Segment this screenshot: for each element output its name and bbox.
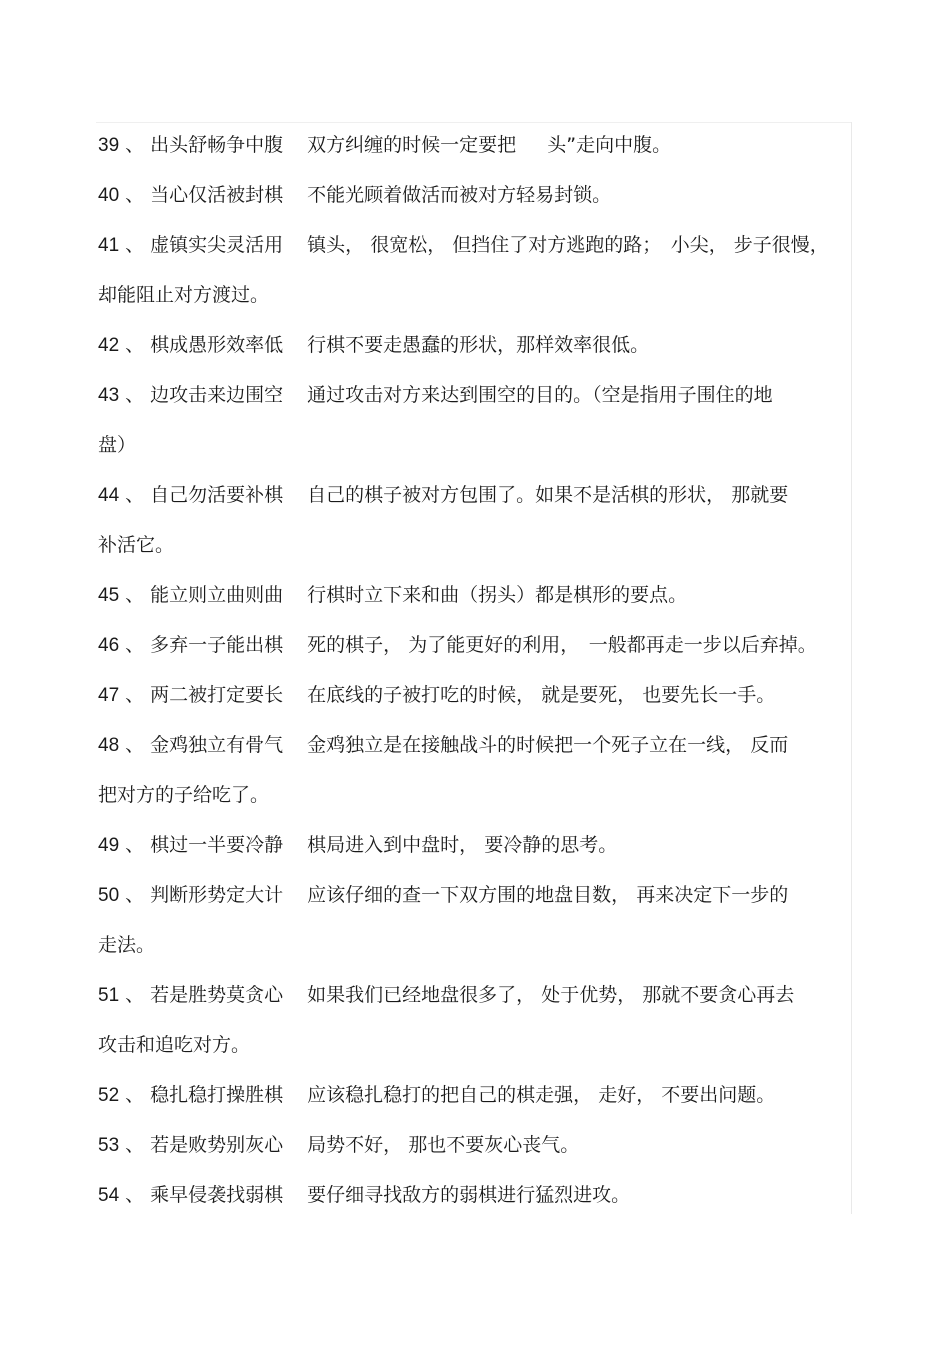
proverb-title: 棋成愚形效率低: [150, 334, 284, 356]
item-separator: 、: [125, 634, 145, 656]
proverb-description: 应该稳扎稳打的把自己的棋走强， 走好， 不要出问题。: [307, 1084, 776, 1106]
item-number: 52: [98, 1085, 120, 1106]
list-item: [98, 320, 834, 370]
proverb-description: 如果我们已经地盘很多了， 处于优势， 那就不要贪心再去: [307, 984, 795, 1006]
item-number: 42: [98, 335, 120, 356]
item-number: 51: [98, 985, 120, 1006]
page-border-right: [851, 122, 852, 1214]
proverb-description: 双方纠缠的时候一定要把 头”走向中腹。: [307, 134, 672, 156]
item-separator: 、: [125, 984, 145, 1006]
proverb-description: 棋局进入到中盘时， 要冷静的思考。: [307, 834, 618, 856]
proverb-description: 通过攻击对方来达到围空的目的。（空是指用子围住的地: [307, 384, 773, 406]
proverb-title: 棋过一半要冷静: [150, 834, 284, 856]
item-separator: 、: [125, 384, 145, 406]
proverb-title: 能立则立曲则曲: [150, 584, 284, 606]
proverb-title: 若是败势别灰心: [150, 1134, 284, 1156]
proverb-description: 死的棋子， 为了能更好的利用， 一般都再走一步以后弃掉。: [307, 634, 817, 656]
item-number: 45: [98, 585, 120, 606]
proverb-title: 边攻击来边围空: [150, 384, 284, 406]
proverb-title: 多弃一子能出棋: [150, 634, 284, 656]
item-separator: 、: [125, 184, 145, 206]
list-item: [98, 820, 834, 870]
proverb-description: 要仔细寻找敌方的弱棋进行猛烈进攻。: [307, 1184, 631, 1206]
proverb-description: 行棋不要走愚蠢的形状，那样效率很低。: [307, 334, 650, 356]
item-separator: 、: [125, 884, 145, 906]
proverb-description: 自己的棋子被对方包围了。如果不是活棋的形状， 那就要: [307, 484, 789, 506]
item-separator: 、: [125, 1184, 145, 1206]
proverb-title: 当心仅活被封棋: [150, 184, 284, 206]
proverb-description: 镇头， 很宽松， 但挡住了对方逃跑的路； 小尖， 步子很慢，: [307, 234, 829, 256]
proverb-description-continued: 补活它。: [98, 534, 175, 556]
list-item: [98, 170, 834, 220]
item-number: 53: [98, 1135, 120, 1156]
proverb-description-continued: 盘）: [98, 434, 137, 456]
list-item: [98, 870, 834, 920]
list-item: [98, 370, 834, 420]
item-separator: 、: [125, 1084, 145, 1106]
proverb-description-continued: 把对方的子给吃了。: [98, 784, 270, 806]
proverb-description: 金鸡独立是在接触战斗的时候把一个死子立在一线， 反而: [307, 734, 789, 756]
list-item: [98, 470, 834, 520]
item-separator: 、: [125, 134, 145, 156]
proverb-title: 判断形势定大计: [150, 884, 284, 906]
proverb-title: 若是胜势莫贪心: [150, 984, 284, 1006]
proverb-title: 虚镇实尖灵活用: [150, 234, 284, 256]
item-number: 40: [98, 185, 120, 206]
item-number: 43: [98, 385, 120, 406]
proverb-title: 出头舒畅争中腹: [150, 134, 284, 156]
item-number: 47: [98, 685, 120, 706]
item-separator: 、: [125, 484, 145, 506]
list-item: [98, 220, 834, 270]
item-separator: 、: [125, 834, 145, 856]
item-separator: 、: [125, 1134, 145, 1156]
item-separator: 、: [125, 334, 145, 356]
list-item: [98, 570, 834, 620]
item-number: 48: [98, 735, 120, 756]
item-separator: 、: [125, 584, 145, 606]
proverb-description: 局势不好， 那也不要灰心丧气。: [307, 1134, 580, 1156]
list-item: [98, 670, 834, 720]
proverb-description: 应该仔细的查一下双方围的地盘目数， 再来决定下一步的: [307, 884, 789, 906]
proverb-description-continued: 却能阻止对方渡过。: [98, 284, 270, 306]
item-number: 49: [98, 835, 120, 856]
item-separator: 、: [125, 734, 145, 756]
list-item: [98, 1170, 834, 1220]
item-number: 44: [98, 485, 120, 506]
proverb-description: 行棋时立下来和曲（拐头）都是棋形的要点。: [307, 584, 688, 606]
proverb-title: 乘早侵袭找弱棋: [150, 1184, 284, 1206]
proverb-description: 在底线的子被打吃的时候， 就是要死， 也要先长一手。: [307, 684, 776, 706]
proverb-title: 自己勿活要补棋: [150, 484, 284, 506]
list-item: [98, 720, 834, 770]
proverb-title: 稳扎稳打操胜棋: [150, 1084, 284, 1106]
item-separator: 、: [125, 234, 145, 256]
item-number: 39: [98, 135, 120, 156]
item-number: 54: [98, 1185, 120, 1206]
proverb-list: [98, 120, 834, 1220]
list-item: [98, 1120, 834, 1170]
item-number: 41: [98, 235, 120, 256]
proverb-description-continued: 攻击和追吃对方。: [98, 1034, 251, 1056]
list-item: [98, 620, 834, 670]
proverb-title: 两二被打定要长: [150, 684, 284, 706]
proverb-description-continued: 走法。: [98, 934, 156, 956]
list-item: [98, 120, 834, 170]
list-item: [98, 1070, 834, 1120]
proverb-description: 不能光顾着做活而被对方轻易封锁。: [307, 184, 612, 206]
list-item: [98, 970, 834, 1020]
proverb-title: 金鸡独立有骨气: [150, 734, 284, 756]
item-number: 50: [98, 885, 120, 906]
item-number: 46: [98, 635, 120, 656]
item-separator: 、: [125, 684, 145, 706]
